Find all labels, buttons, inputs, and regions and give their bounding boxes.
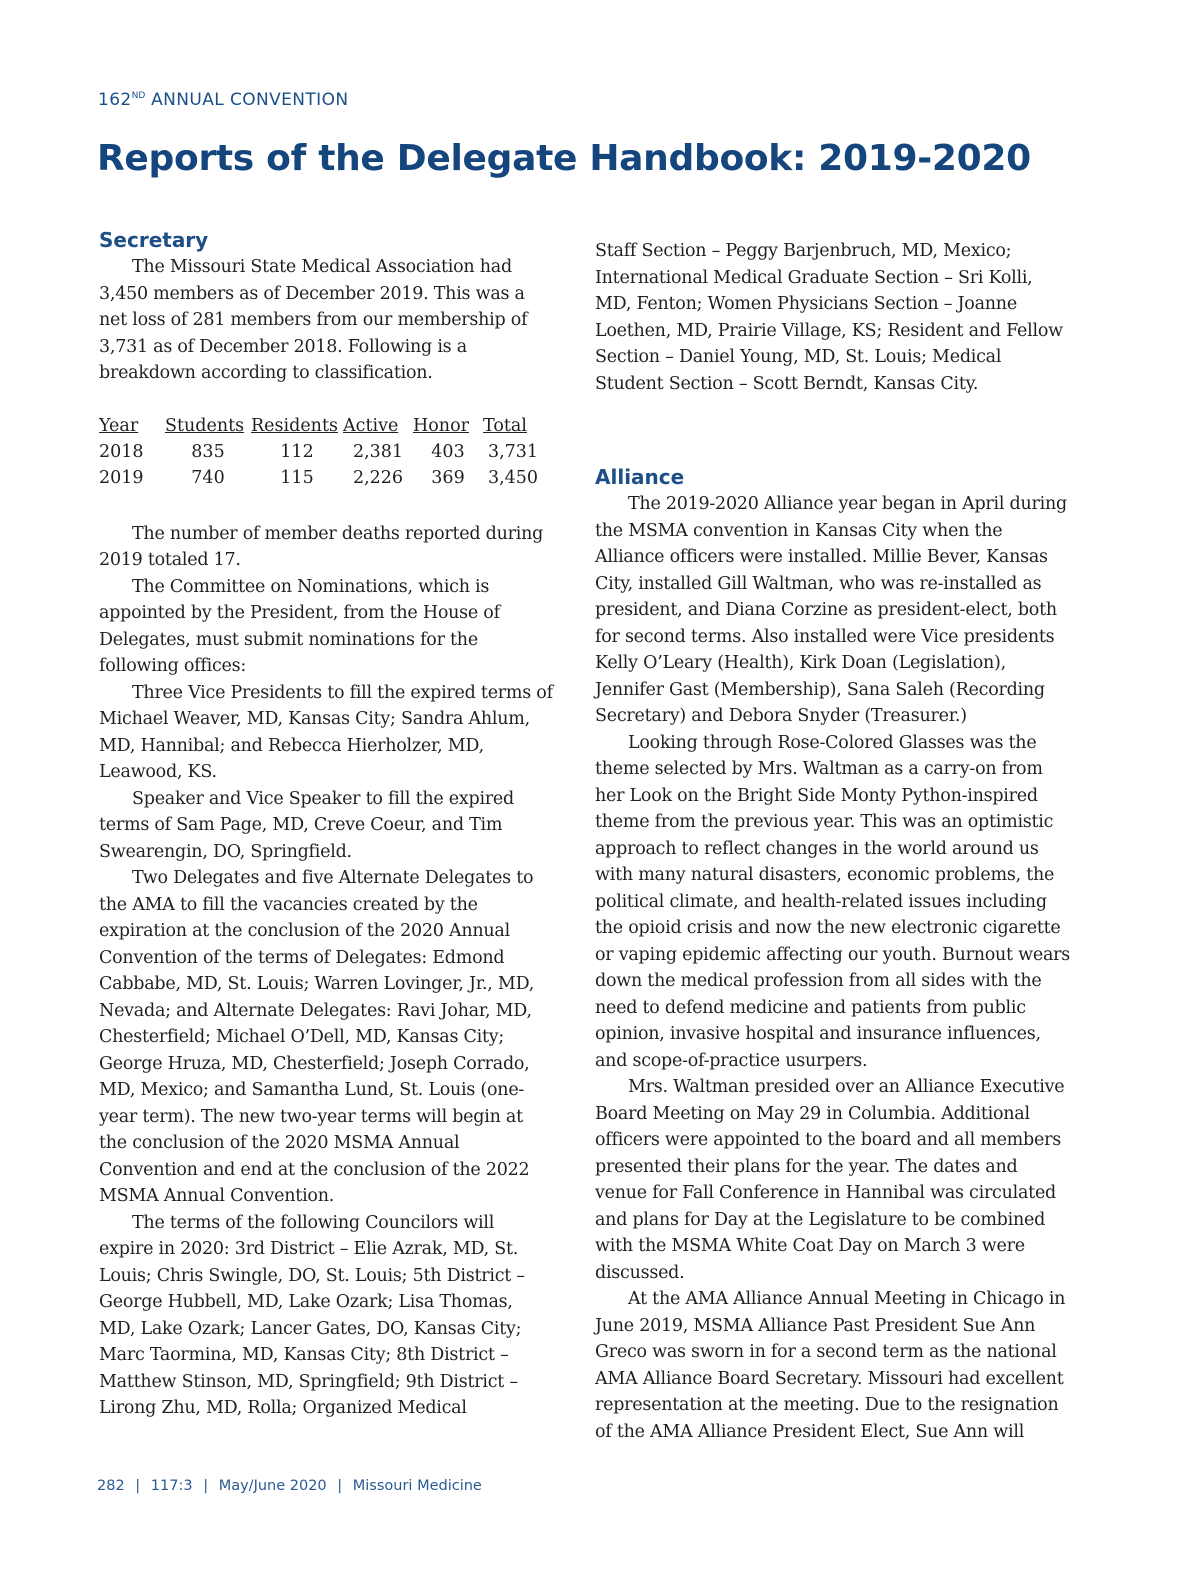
- header-active: Active: [343, 415, 399, 436]
- table-row: [99, 439, 543, 465]
- ordinal-suffix: ND: [131, 91, 146, 101]
- table-row: [99, 465, 543, 491]
- page-title: Reports of the Delegate Handbook: 2019-2020: [97, 138, 1031, 179]
- header-students: Students: [165, 415, 245, 436]
- membership-table: [99, 413, 543, 491]
- footer-separator: |: [203, 1478, 209, 1494]
- body-paragraph: The number of member deaths reported during 2019 totaled 17.: [99, 523, 544, 570]
- cell-honor: 403: [431, 441, 465, 462]
- body-paragraph: The Committee on Nominations, which is appointed by the President, from the House of Delegates, must submit nominations for the following offices:: [99, 576, 500, 676]
- alliance-heading: Alliance: [595, 465, 685, 489]
- cell-students: 835: [191, 441, 225, 462]
- running-header: [98, 90, 349, 110]
- convention-number: 162: [98, 90, 132, 110]
- cell-year: 2018: [99, 441, 144, 462]
- cell-year: 2019: [99, 467, 144, 488]
- cell-residents: 112: [280, 441, 314, 462]
- issue-date: May/June 2020: [218, 1478, 327, 1494]
- cell-students: 740: [191, 467, 225, 488]
- body-paragraph: The 2019-2020 Alliance year began in April during the MSMA convention in Kansas City when the Alliance officers were installed. Millie Bever, Kansas City, installed Gill Waltman, who was re-installed as president, and Diana Corzine as president-elect, both for second terms. Also installed were Vice presidents Kelly O’Leary (Health), Kirk Doan (Legislation), Jennifer Gast (Membership), Sana Saleh (Recording Secretary) and Debora Snyder (Treasurer.): [595, 494, 1067, 726]
- table-header-row: [99, 413, 543, 439]
- body-paragraph: Speaker and Vice Speaker to fill the expired terms of Sam Page, MD, Creve Coeur, and Tim Swearengin, DO, Springfield.: [99, 788, 514, 862]
- cell-active: 2,381: [352, 441, 404, 462]
- publication-name: Missouri Medicine: [352, 1478, 482, 1494]
- body-paragraph: At the AMA Alliance Annual Meeting in Chicago in June 2019, MSMA Alliance Past President Sue Ann Greco was sworn in for a second term as the national AMA Alliance Board Secretary. Missouri had excellent representation at the meeting. Due to the resignation of the AMA Alliance President Elect, Sue Ann will: [595, 1289, 1066, 1442]
- cell-residents: 115: [280, 467, 314, 488]
- header-residents: Residents: [251, 415, 338, 436]
- volume-issue: 117:3: [150, 1478, 193, 1494]
- page-footer: [97, 1478, 482, 1494]
- footer-separator: |: [337, 1478, 343, 1494]
- body-paragraph: Mrs. Waltman presided over an Alliance Executive Board Meeting on May 29 in Columbia. Additional officers were appointed to the board and all members presented their plans for the year. The dates and venue for Fall Conference in Hannibal was circulated and plans for Day at the Legislature to be combined with the MSMA White Coat Day on March 3 were discussed.: [595, 1077, 1065, 1283]
- secretary-intro: The Missouri State Medical Association had 3,450 members as of December 2019. This was a net loss of 281 members from our membership of 3,731 as of December 2018. Following is a breakdown according to classification.: [99, 257, 528, 383]
- body-paragraph: Three Vice Presidents to fill the expired terms of Michael Weaver, MD, Kansas City; Sandra Ahlum, MD, Hannibal; and Rebecca Hierholzer, MD, Leawood, KS.: [99, 682, 553, 782]
- header-year: Year: [99, 415, 139, 436]
- header-honor: Honor: [413, 415, 469, 436]
- cell-active: 2,226: [352, 467, 404, 488]
- cell-total: 3,731: [487, 441, 539, 462]
- page-number: 282: [97, 1478, 125, 1494]
- right-column: [595, 226, 1070, 1445]
- body-paragraph: Looking through Rose-Colored Glasses was the theme selected by Mrs. Waltman as a carry-on from her Look on the Bright Side Monty Python-inspired theme from the previous year. This was an optimistic approach to reflect changes in the world around us with many natural disasters, economic problems, the political climate, and health-related issues including the opioid crisis and now the new electronic cigarette or vaping epidemic affecting our youth. Burnout wears down the medical profession from all sides with the need to defend medicine and patients from public opinion, invasive hospital and insurance influences, and scope-of-practice usurpers.: [595, 732, 1070, 1071]
- secretary-heading: Secretary: [99, 228, 209, 252]
- cell-total: 3,450: [487, 467, 539, 488]
- section-spacer: [595, 397, 1070, 463]
- continued-paragraph: Staff Section – Peggy Barjenbruch, MD, Mexico; International Medical Graduate Section – Sri Kolli, MD, Fenton; Women Physicians Section – Joanne Loethen, MD, Prairie Village, KS; Resident and Fellow Section – Daniel Young, MD, St. Louis; Medical Student Section – Scott Berndt, Kansas City.: [595, 241, 1063, 394]
- header-total: Total: [483, 415, 527, 436]
- body-paragraph: Two Delegates and five Alternate Delegates to the AMA to fill the vacancies created by the expiration at the conclusion of the 2020 Annual Convention of the terms of Delegates: Edmond Cabbabe, MD, St. Louis; Warren Lovinger, Jr., MD, Nevada; and Alternate Delegates: Ravi Johar, MD, Chesterfield; Michael O’Dell, MD, Kansas City; George Hruza, MD, Chesterfield; Joseph Corrado, MD, Mexico; and Samantha Lund, St. Louis (one-year term). The new two-year terms will begin at the conclusion of the 2020 MSMA Annual Convention and end at the conclusion of the 2022 MSMA Annual Convention.: [99, 868, 535, 1206]
- cell-honor: 369: [431, 467, 465, 488]
- convention-label: ANNUAL CONVENTION: [145, 90, 349, 110]
- body-paragraph: The terms of the following Councilors will expire in 2020: 3rd District – Elie Azrak, MD, St. Louis; Chris Swingle, DO, St. Louis; 5th District – George Hubbell, MD, Lake Ozark; Lisa Thomas, MD, Lake Ozark; Lancer Gates, DO, Kansas City; Marc Taormina, MD, Kansas City; 8th District – Matthew Stinson, MD, Springfield; 9th District – Lirong Zhu, MD, Rolla; Organized Medical: [99, 1212, 525, 1418]
- left-column: [99, 226, 553, 1422]
- footer-separator: |: [135, 1478, 141, 1494]
